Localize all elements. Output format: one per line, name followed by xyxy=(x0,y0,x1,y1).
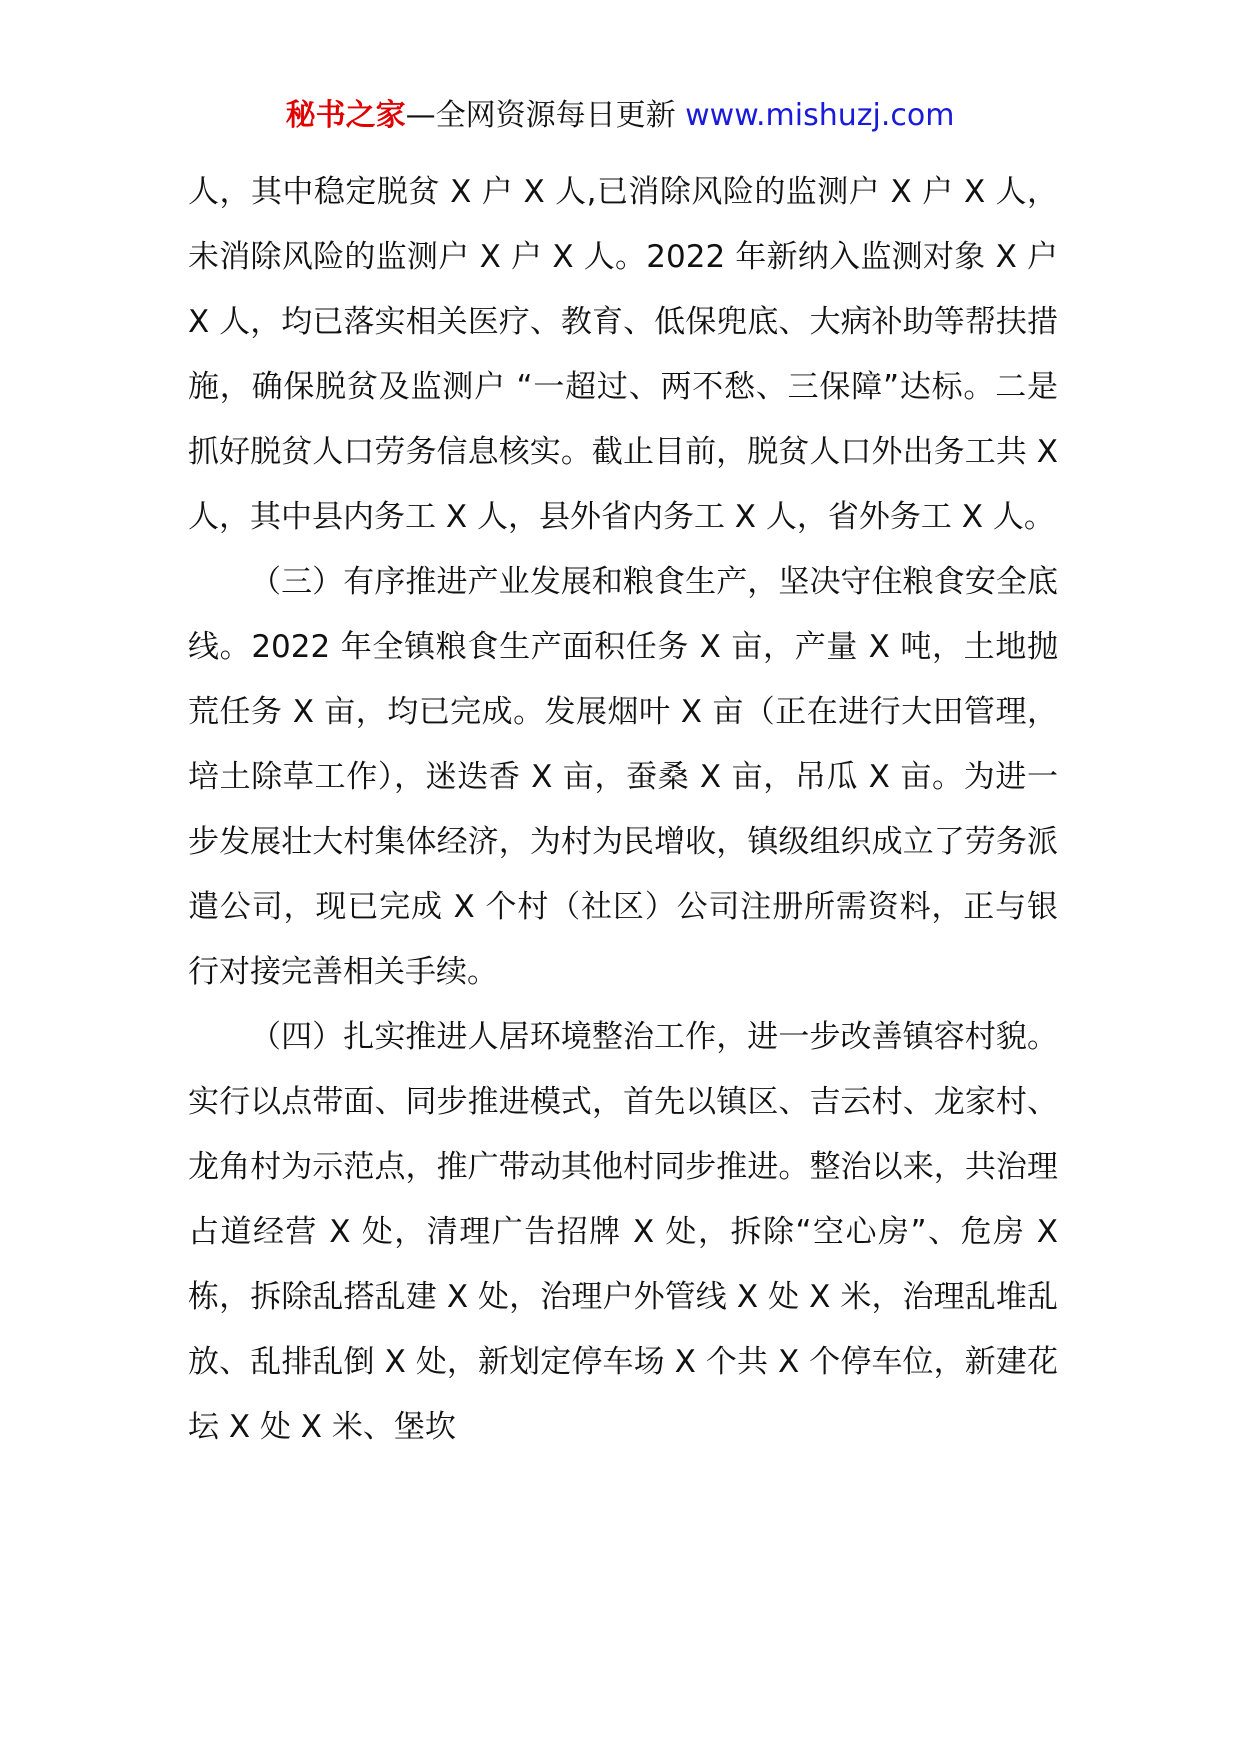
page-header xyxy=(0,96,1240,136)
header-tagline: —全网资源每日更新 xyxy=(405,98,676,133)
document-body xyxy=(188,160,1058,1460)
paragraph-section-three: （三）有序推进产业发展和粮食生产，坚决守住粮食安全底线。2022 年全镇粮食生产面积任务 X 亩，产量 X 吨，土地抛荒任务 X 亩，均已完成。发展烟叶 X 亩（正在进行大田管理，培土除草工作），迷迭香 X 亩，蚕桑 X 亩，吊瓜 X 亩。为进一步发展壮大村集体经济，为村为民增收，镇级组织成立了劳务派遣公司，现已完成 X 个村（社区）公司注册所需资料，正与银行对接完善相关手续。 xyxy=(188,564,1058,990)
brand-name: 秘书之家 xyxy=(285,98,406,133)
paragraph-section-four: （四）扎实推进人居环境整治工作，进一步改善镇容村貌。实行以点带面、同步推进模式，首先以镇区、吉云村、龙家村、龙角村为示范点，推广带动其他村同步推进。整治以来，共治理占道经营 X 处，清理广告招牌 X 处，拆除“空心房”、危房 X 栋，拆除乱搭乱建 X 处，治理户外管线 X 处 X 米，治理乱堆乱放、乱排乱倒 X 处，新划定停车场 X 个共 X 个停车位，新建花坛 X 处 X 米、堡坎 xyxy=(188,1019,1058,1445)
paragraph-continued: 人，其中稳定脱贫 X 户 X 人,已消除风险的监测户 X 户 X 人，未消除风险的监测户 X 户 X 人。2022 年新纳入监测对象 X 户 X 人，均已落实相关医疗、教育、低保兜底、大病补助等帮扶措施，确保脱贫及监测户 “一超过、两不愁、三保障”达标。二是抓好脱贫人口劳务信息核实。截止目前，脱贫人口外出务工共 X 人，其中县内务工 X 人，县外省内务工 X 人，省外务工 X 人。 xyxy=(188,174,1058,535)
website-link[interactable]: www.mishuzj.com xyxy=(685,98,955,133)
